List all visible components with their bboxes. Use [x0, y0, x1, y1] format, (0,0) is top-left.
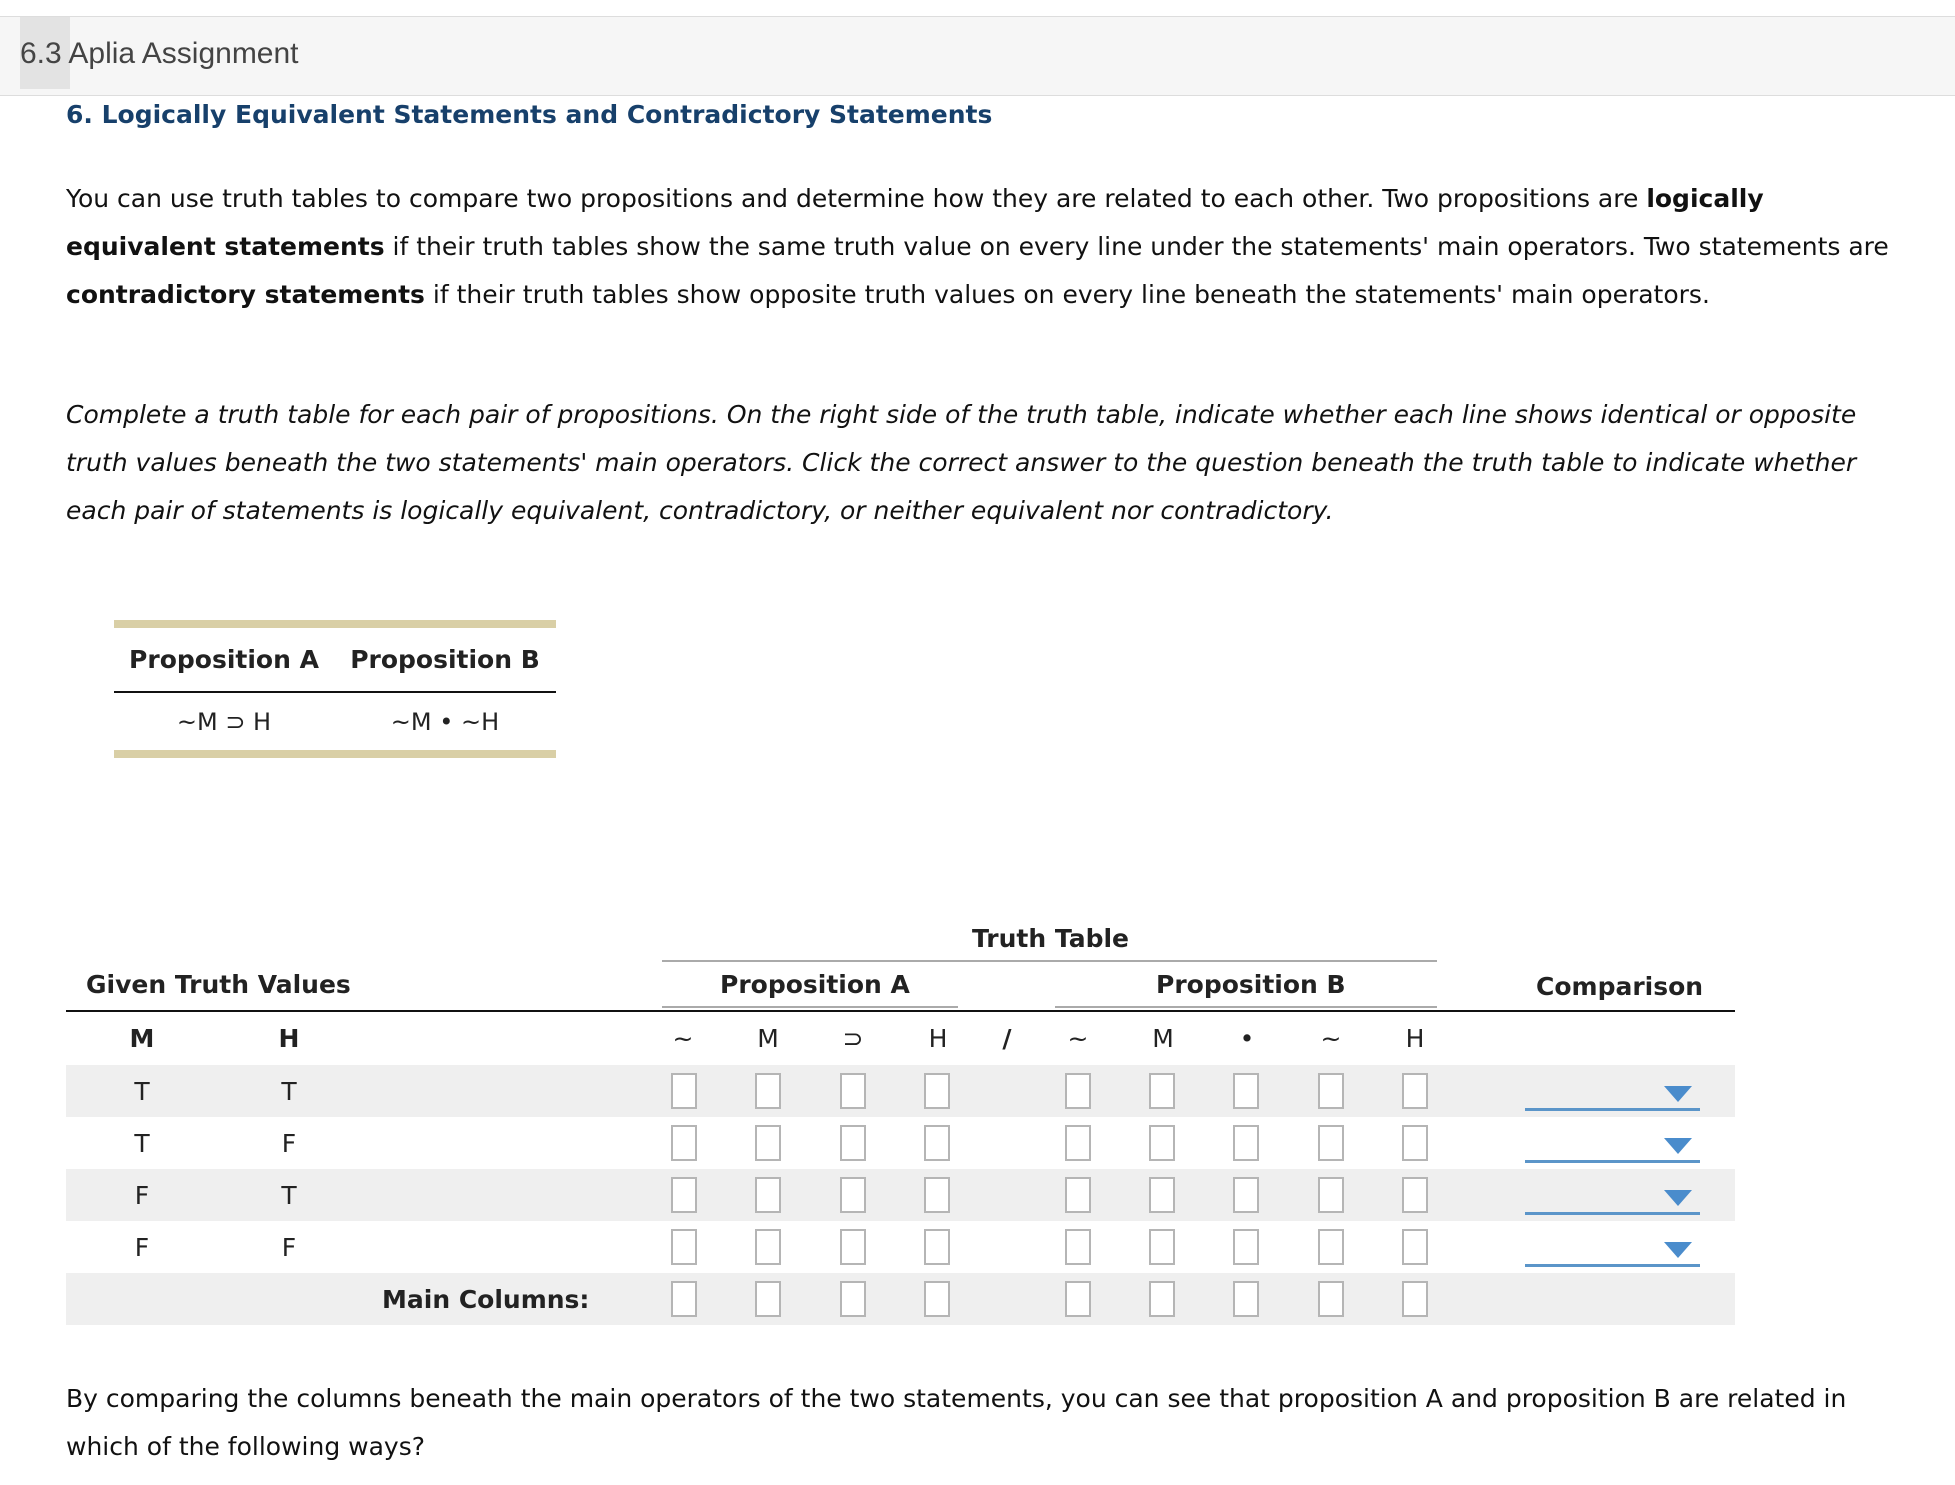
- row2-input-col3[interactable]: [840, 1125, 866, 1161]
- intro-text-2: if their truth tables show the same truth value on every line under the statements' main operators. Two statements are: [384, 232, 1889, 261]
- intro-paragraph: [66, 175, 1896, 319]
- prop-b-rule: [1055, 1006, 1437, 1008]
- given-header-h: H: [278, 1024, 300, 1053]
- dropdown-arrow-icon: [1664, 1138, 1692, 1154]
- table-bottom-border: [114, 750, 556, 758]
- row4-input-col6[interactable]: [1149, 1229, 1175, 1265]
- main-column-input-col9[interactable]: [1402, 1281, 1428, 1317]
- table-top-border: [114, 620, 556, 628]
- row4-input-col4[interactable]: [924, 1229, 950, 1265]
- row4-input-col3[interactable]: [840, 1229, 866, 1265]
- proposition-a-header: Proposition A: [129, 645, 319, 674]
- row-stripe-1: [66, 1065, 1735, 1117]
- row2-input-col2[interactable]: [755, 1125, 781, 1161]
- truth-table-title: Truth Table: [972, 924, 1130, 953]
- row2-input-col9[interactable]: [1402, 1125, 1428, 1161]
- row1-m-value: T: [134, 1077, 150, 1106]
- row4-input-col8[interactable]: [1318, 1229, 1344, 1265]
- row3-input-col8[interactable]: [1318, 1177, 1344, 1213]
- proposition-b-column-header: Proposition B: [1156, 970, 1346, 999]
- row3-input-col4[interactable]: [924, 1177, 950, 1213]
- comparison-dropdown-row1[interactable]: [1525, 1078, 1700, 1111]
- given-header-m: M: [129, 1024, 155, 1053]
- dropdown-arrow-icon: [1664, 1086, 1692, 1102]
- prop-a-symbol-h: H: [928, 1024, 948, 1053]
- row3-input-col5[interactable]: [1065, 1177, 1091, 1213]
- proposition-table: [114, 620, 556, 758]
- main-column-input-col2[interactable]: [755, 1281, 781, 1317]
- row2-input-col6[interactable]: [1149, 1125, 1175, 1161]
- header-rule: [66, 1010, 1735, 1012]
- row4-input-col9[interactable]: [1402, 1229, 1428, 1265]
- intro-text-3: if their truth tables show opposite truth values on every line beneath the statements' main operators.: [424, 280, 1710, 309]
- proposition-b-header: Proposition B: [350, 645, 540, 674]
- row1-input-col3[interactable]: [840, 1073, 866, 1109]
- prop-a-symbol-horseshoe: ⊃: [842, 1024, 864, 1053]
- prop-b-symbol-dot: •: [1239, 1024, 1255, 1053]
- row3-input-col9[interactable]: [1402, 1177, 1428, 1213]
- row3-input-col2[interactable]: [755, 1177, 781, 1213]
- prop-b-symbol-m: M: [1152, 1024, 1174, 1053]
- row1-input-col6[interactable]: [1149, 1073, 1175, 1109]
- row3-input-col3[interactable]: [840, 1177, 866, 1213]
- intro-text-1: You can use truth tables to compare two propositions and determine how they are related to each other. Two propositions are: [66, 184, 1647, 213]
- main-column-input-col7[interactable]: [1233, 1281, 1259, 1317]
- row2-input-col5[interactable]: [1065, 1125, 1091, 1161]
- row1-input-col8[interactable]: [1318, 1073, 1344, 1109]
- row1-input-col5[interactable]: [1065, 1073, 1091, 1109]
- main-column-input-col8[interactable]: [1318, 1281, 1344, 1317]
- row3-input-col7[interactable]: [1233, 1177, 1259, 1213]
- row1-input-col9[interactable]: [1402, 1073, 1428, 1109]
- row4-input-col7[interactable]: [1233, 1229, 1259, 1265]
- row4-input-col2[interactable]: [755, 1229, 781, 1265]
- comparison-header: Comparison: [1536, 972, 1704, 1001]
- prop-a-symbol-m: M: [757, 1024, 779, 1053]
- comparison-dropdown-row2[interactable]: [1525, 1130, 1700, 1163]
- comparison-dropdown-row3[interactable]: [1525, 1182, 1700, 1215]
- term-contradictory: contradictory statements: [66, 280, 425, 309]
- row2-h-value: F: [281, 1129, 297, 1158]
- main-column-input-col5[interactable]: [1065, 1281, 1091, 1317]
- prop-a-symbol-tilde: ~: [672, 1024, 694, 1053]
- page-title: 6. Logically Equivalent Statements and Contradictory Statements: [66, 100, 993, 129]
- main-columns-stripe: [66, 1273, 1735, 1325]
- dropdown-arrow-icon: [1664, 1190, 1692, 1206]
- row4-h-value: F: [281, 1233, 297, 1262]
- row1-input-col7[interactable]: [1233, 1073, 1259, 1109]
- row4-input-col1[interactable]: [671, 1229, 697, 1265]
- row3-input-col6[interactable]: [1149, 1177, 1175, 1213]
- proposition-a-column-header: Proposition A: [720, 970, 910, 999]
- row4-m-value: F: [134, 1233, 150, 1262]
- main-column-input-col1[interactable]: [671, 1281, 697, 1317]
- question-text: By comparing the columns beneath the main operators of the two statements, you can see that proposition A and proposition B are related in which of the following ways?: [66, 1384, 1847, 1461]
- prop-b-symbol-h: H: [1405, 1024, 1425, 1053]
- comparison-dropdown-row4[interactable]: [1525, 1234, 1700, 1267]
- proposition-b-formula: ~M • ~H: [390, 707, 500, 736]
- row2-m-value: T: [134, 1129, 150, 1158]
- prop-b-symbol-tilde-1: ~: [1067, 1024, 1089, 1053]
- window-title: 6.3 Aplia Assignment: [20, 37, 299, 70]
- main-column-input-col6[interactable]: [1149, 1281, 1175, 1317]
- prop-a-rule: [662, 1006, 958, 1008]
- main-column-input-col4[interactable]: [924, 1281, 950, 1317]
- row2-input-col7[interactable]: [1233, 1125, 1259, 1161]
- window-title-bar: [0, 16, 1955, 96]
- row1-h-value: T: [281, 1077, 297, 1106]
- row-stripe-3: [66, 1169, 1735, 1221]
- row2-input-col4[interactable]: [924, 1125, 950, 1161]
- truth-table-title-rule: [662, 960, 1437, 962]
- row3-input-col1[interactable]: [671, 1177, 697, 1213]
- row3-h-value: T: [281, 1181, 297, 1210]
- main-columns-label: Main Columns:: [382, 1285, 590, 1314]
- row4-input-col5[interactable]: [1065, 1229, 1091, 1265]
- row2-input-col1[interactable]: [671, 1125, 697, 1161]
- row1-input-col2[interactable]: [755, 1073, 781, 1109]
- proposition-a-formula: ~M ⊃ H: [176, 707, 272, 736]
- main-column-input-col3[interactable]: [840, 1281, 866, 1317]
- given-values-header: Given Truth Values: [86, 970, 351, 999]
- row3-m-value: F: [134, 1181, 150, 1210]
- instructions-paragraph: Complete a truth table for each pair of propositions. On the right side of the truth table, indicate whether each line shows identical or opposite truth values beneath the two statements' main operators. Click the correct answer to the question beneath the truth table to indicate whether each pair of statements is logically equivalent, contradictory, or neither equivalent nor contradictory.: [66, 400, 1857, 525]
- term-logically-equivalent: logically equivalent statements: [66, 184, 1764, 261]
- separator-slash: /: [1002, 1024, 1012, 1053]
- row1-input-col4[interactable]: [924, 1073, 950, 1109]
- row1-input-col1[interactable]: [671, 1073, 697, 1109]
- dropdown-arrow-icon: [1664, 1242, 1692, 1258]
- row2-input-col8[interactable]: [1318, 1125, 1344, 1161]
- prop-b-symbol-tilde-2: ~: [1320, 1024, 1342, 1053]
